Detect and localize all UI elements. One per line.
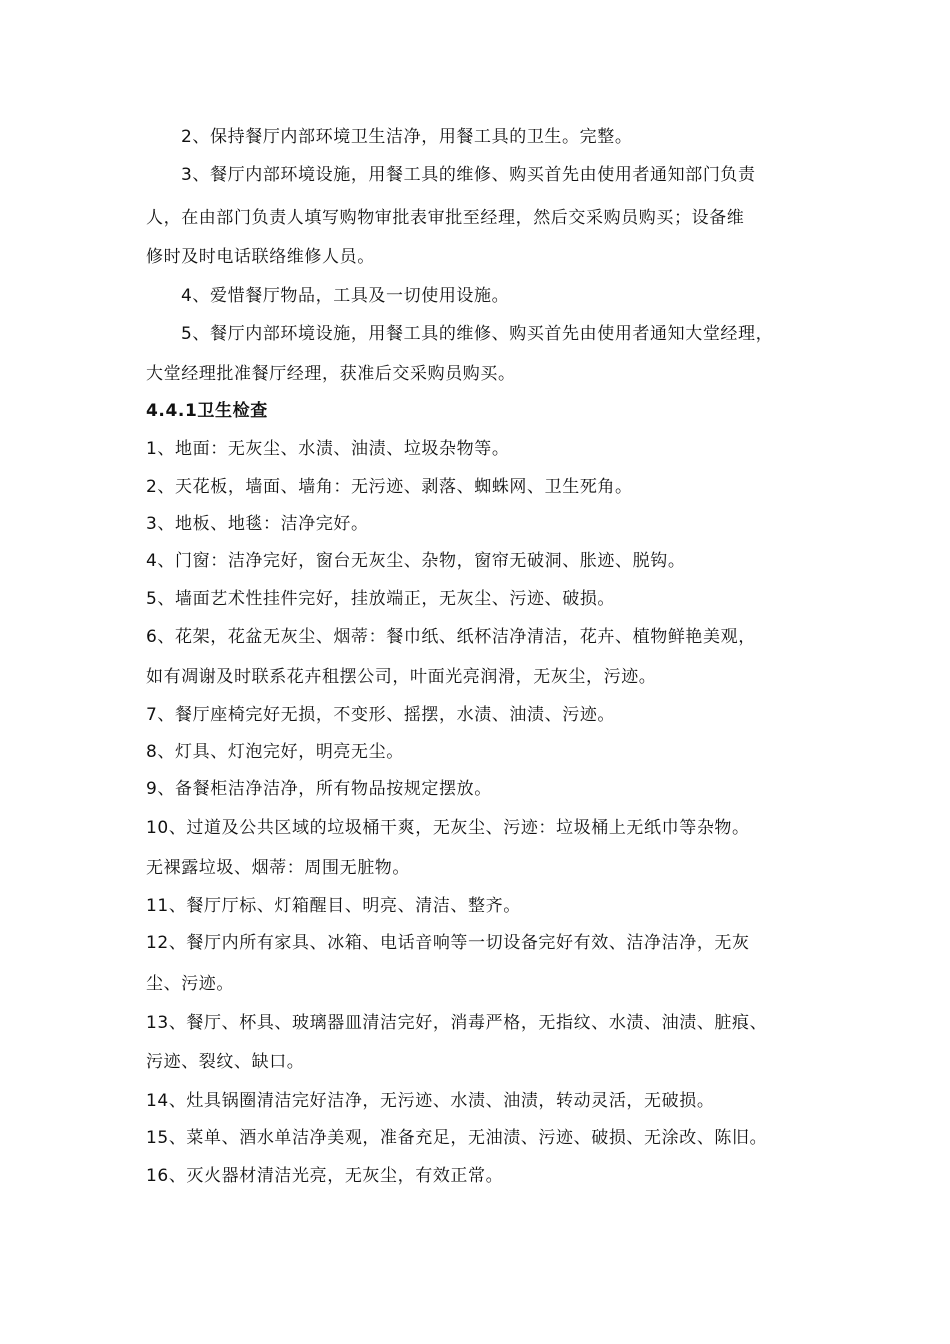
checklist-item-16: 16、灭火器材清洁光亮，无灰尘，有效正常。 (146, 1166, 504, 1186)
checklist-item-3: 3、地板、地毯：洁净完好。 (146, 514, 369, 534)
checklist-item-11: 11、餐厅厅标、灯箱醒目、明亮、清洁、整齐。 (146, 896, 521, 916)
paragraph-3-line-2: 人，在由部门负责人填写购物审批表审批至经理，然后交采购员购买；设备维 (146, 208, 745, 228)
checklist-item-10-line-2: 无裸露垃圾、烟蒂：周围无脏物。 (146, 858, 410, 878)
checklist-item-4: 4、门窗：洁净完好，窗台无灰尘、杂物，窗帘无破洞、胀迹、脱钩。 (146, 551, 686, 571)
checklist-item-6-line-1: 6、花架，花盆无灰尘、烟蒂：餐巾纸、纸杯洁净清洁，花卉、植物鲜艳美观， (146, 627, 756, 647)
paragraph-3-line-1: 3、餐厅内部环境设施，用餐工具的维修、购买首先由使用者通知部门负责 (181, 165, 756, 185)
checklist-item-1: 1、地面：无灰尘、水渍、油渍、垃圾杂物等。 (146, 439, 510, 459)
checklist-item-5: 5、墙面艺术性挂件完好，挂放端正，无灰尘、污迹、破损。 (146, 589, 616, 609)
checklist-item-12-line-2: 尘、污迹。 (146, 974, 234, 994)
paragraph-2: 2、保持餐厅内部环境卫生洁净，用餐工具的卫生。完整。 (181, 127, 633, 147)
checklist-item-9: 9、备餐柜洁净洁净，所有物品按规定摆放。 (146, 779, 492, 799)
checklist-item-13-line-2: 污迹、裂纹、缺口。 (146, 1052, 305, 1072)
checklist-item-2: 2、天花板，墙面、墙角：无污迹、剥落、蜘蛛网、卫生死角。 (146, 477, 633, 497)
checklist-item-14: 14、灶具锅圈清洁完好洁净，无污迹、水渍、油渍，转动灵活，无破损。 (146, 1091, 715, 1111)
checklist-item-10-line-1: 10、过道及公共区域的垃圾桶干爽，无灰尘、污迹：垃圾桶上无纸巾等杂物。 (146, 818, 750, 838)
paragraph-3-line-3: 修时及时电话联络维修人员。 (146, 247, 375, 267)
paragraph-5-line-2: 大堂经理批准餐厅经理，获准后交采购员购买。 (146, 364, 516, 384)
section-heading-hygiene-check: 4.4.1卫生检查 (146, 401, 268, 421)
paragraph-5-line-1: 5、餐厅内部环境设施，用餐工具的维修、购买首先由使用者通知大堂经理， (181, 324, 774, 344)
checklist-item-12-line-1: 12、餐厅内所有家具、冰箱、电话音响等一切设备完好有效、洁净洁净，无灰 (146, 933, 750, 953)
checklist-item-7: 7、餐厅座椅完好无损，不变形、摇摆，水渍、油渍、污迹。 (146, 705, 616, 725)
checklist-item-15: 15、菜单、酒水单洁净美观，准备充足，无油渍、污迹、破损、无涂改、陈旧。 (146, 1128, 768, 1148)
checklist-item-6-line-2: 如有凋谢及时联系花卉租摆公司，叶面光亮润滑，无灰尘，污迹。 (146, 667, 657, 687)
paragraph-4: 4、爱惜餐厅物品，工具及一切使用设施。 (181, 286, 510, 306)
checklist-item-13-line-1: 13、餐厅、杯具、玻璃器皿清洁完好，消毒严格，无指纹、水渍、油渍、脏痕、 (146, 1013, 768, 1033)
checklist-item-8: 8、灯具、灯泡完好，明亮无尘。 (146, 742, 404, 762)
